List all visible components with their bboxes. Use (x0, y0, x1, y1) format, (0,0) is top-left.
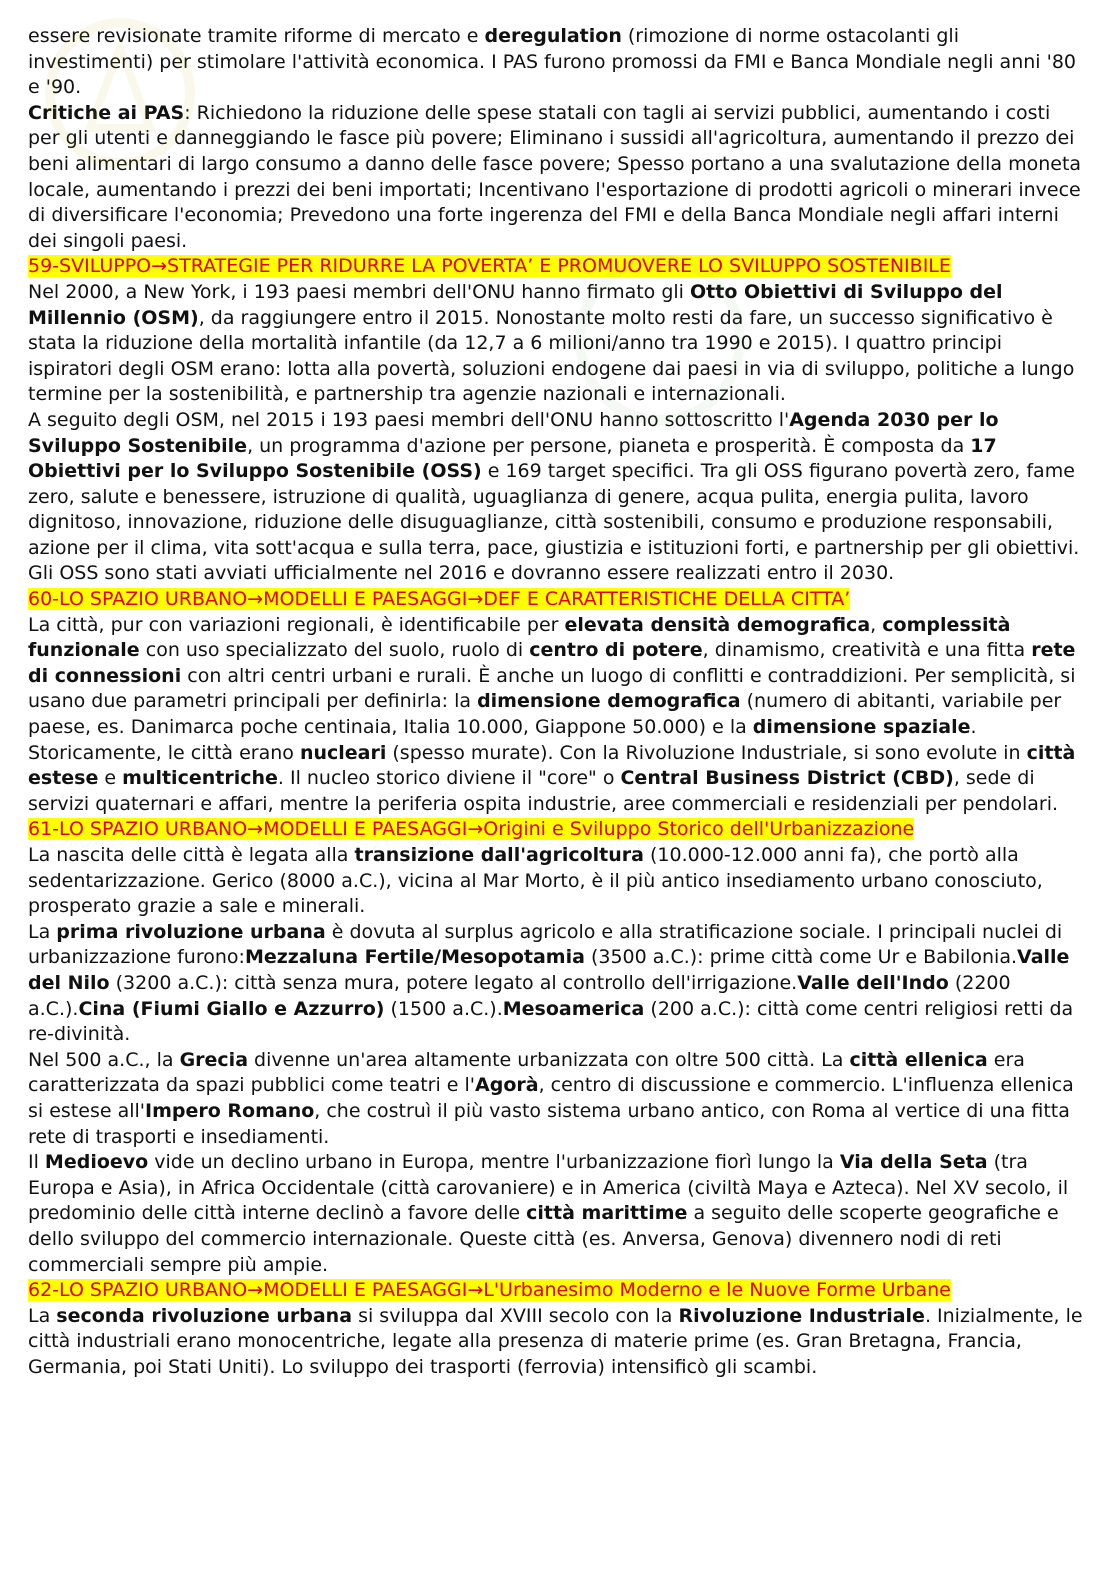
heading-part: STRATEGIE PER RIDURRE LA POVERTA’ E PROMUOVERE LO SVILUPPO SOSTENIBILE (167, 255, 951, 278)
bold-term: Grecia (179, 1048, 249, 1071)
bold-term: transizione dall'agricoltura (354, 844, 644, 866)
text-run: . (970, 716, 977, 739)
heading-part: 59-SVILUPPO (28, 255, 152, 278)
text-run: La (28, 1304, 57, 1327)
text-run: Nel 500 a.C., la (28, 1048, 180, 1071)
text-run: e (98, 767, 123, 790)
bold-term: città ellenica (849, 1048, 988, 1071)
paragraph (28, 1048, 1086, 1150)
heading-part: MODELLI E PAESAGGI (263, 818, 468, 841)
bold-term: seconda rivoluzione urbana (56, 1304, 353, 1327)
bold-term: nucleari (299, 741, 387, 764)
text-run: : Richiedono la riduzione delle spese statali con tagli ai servizi pubblici, aumentando i costi per gli utenti e danneggiando le fasce più povere; Eliminano i sussidi all'agricoltura, aumentando il prezzo dei beni alimentari di largo consumo a danno delle fasce povere; Spesso portano a una svalutazione della moneta locale, aumentando i prezzi dei beni importati; Incentivano l'esportazione di prodotti agricoli o minerari invece di diversificare l'economia; Prevedono una forte ingerenza del FMI e della Banca Mondiale negli affari interni dei singoli paesi. (28, 101, 1082, 252)
arrow-right-icon: → (467, 1279, 484, 1302)
paragraph (28, 613, 1086, 741)
document-body (28, 24, 1086, 1380)
highlighted-heading-text (28, 818, 914, 840)
paragraph (28, 1304, 1086, 1381)
bold-term: Critiche ai PAS (28, 101, 185, 124)
bold-term: Valle dell'Indo (797, 971, 949, 994)
bold-term: Agenda 2030 per lo Sviluppo Sostenibile (28, 408, 999, 457)
text-run: essere revisionate tramite riforme di mercato e (28, 25, 485, 47)
bold-term: 17 Obiettivi per lo Sviluppo Sostenibile (OSS) (28, 434, 997, 483)
bold-term: rete di connessioni (28, 639, 1076, 687)
bold-term: città estese (28, 741, 1076, 790)
text-run: La città, pur con variazioni regionali, è identificabile per (28, 613, 565, 636)
highlighted-heading-text (28, 255, 951, 277)
text-run: Storicamente, le città erano (28, 741, 300, 764)
bold-term: multicentriche (122, 767, 278, 790)
bold-term: Central Business District (CBD) (620, 767, 954, 790)
heading-part: MODELLI E PAESAGGI (263, 588, 468, 611)
bold-term: centro di potere (529, 639, 703, 662)
bold-term: Agorà (475, 1074, 539, 1097)
heading-part: 61-LO SPAZIO URBANO (28, 818, 248, 841)
bold-term: Mesoamerica (502, 997, 645, 1020)
text-run: , dinamismo, creatività e una fitta (702, 639, 1032, 662)
bold-term: Impero Romano (145, 1099, 315, 1122)
text-run: . Il nucleo storico diviene il "core" o (277, 767, 621, 790)
text-run: (1500 a.C.). (384, 997, 503, 1020)
paragraph (28, 408, 1086, 587)
text-run: La (28, 920, 57, 943)
arrow-right-icon: → (467, 818, 484, 841)
paragraph (28, 101, 1086, 255)
bold-term: deregulation (484, 25, 622, 47)
text-run: , (870, 613, 883, 636)
text-run: (200 a.C.): città come centri religiosi retti da re-divinità. (28, 997, 1074, 1046)
highlighted-heading-text (28, 1279, 951, 1301)
bold-term: Via della Seta (839, 1151, 988, 1174)
bold-term: complessità funzionale (28, 613, 1011, 662)
heading-part: MODELLI E PAESAGGI (263, 1279, 468, 1302)
bold-term: Valle del Nilo (28, 946, 1070, 994)
heading-part: 60-LO SPAZIO URBANO (28, 588, 248, 611)
paragraph (28, 843, 1086, 920)
bold-term: prima rivoluzione urbana (56, 920, 326, 943)
section-heading (28, 1278, 1086, 1304)
text-run: (3200 a.C.): città senza mura, potere legato al controllo dell'irrigazione. (109, 971, 798, 994)
text-run: A seguito degli OSM, nel 2015 i 193 paesi membri dell'ONU hanno sottoscritto l' (28, 408, 790, 431)
text-run: Nel 2000, a New York, i 193 paesi membri dell'ONU hanno firmato gli (28, 280, 690, 303)
arrow-right-icon: → (247, 818, 264, 841)
text-run: vide un declino urbano in Europa, mentre l'urbanizzazione fiorì lungo la (148, 1151, 840, 1174)
text-run: a seguito delle scoperte geografiche e dello sviluppo del commercio internazionale. Queste città (es. Anversa, Genova) divennero nodi di reti commerciali sempre più ampie. (28, 1202, 1059, 1276)
text-run: (numero di abitanti, variabile per paese, es. Danimarca poche centinaia, Italia 10.000, Giappone 50.000) e la (28, 690, 1062, 739)
text-run: (10.000-12.000 anni fa), che portò alla sedentarizzazione. Gerico (8000 a.C.), vicina al Mar Morto, è il più antico insediamento urbano conosciuto, prosperato grazie a sale e minerali. (28, 844, 1043, 918)
text-run: è dovuta al surplus agricolo e alla stratificazione sociale. I principali nuclei di urbanizzazione furono: (28, 920, 1063, 969)
bold-term: dimensione spaziale (752, 716, 971, 739)
paragraph (28, 920, 1086, 1048)
paragraph (28, 1150, 1086, 1278)
text-run: (tra Europa e Asia), in Africa Occidentale (città carovaniere) e in America (civiltà Maya e Azteca). Nel XV secolo, il predominio delle città interne declinò a favore delle (28, 1151, 1069, 1225)
text-run: e 169 target specifici. Tra gli OSS figurano povertà zero, fame zero, salute e benessere, istruzione di qualità, uguaglianza di genere, acqua pulita, energia pulita, lavoro dignitoso, innovazione, riduzione delle disuguaglianze, città sostenibili, consumo e produzione responsabili, azione per il clima, vita sott'acqua e sulla terra, pace, giustizia e istituzioni forti, e partnership per gli obiettivi. Gli OSS sono stati avviati ufficialmente nel 2016 e dovranno essere realizzati entro il 2030. (28, 460, 1080, 585)
paragraph (28, 24, 1086, 101)
text-run: era caratterizzata da spazi pubblici come teatri e l' (28, 1048, 1025, 1097)
bold-term: Mezzaluna Fertile/Mesopotamia (244, 946, 585, 969)
text-run: , che costruì il più vasto sistema urbano antico, con Roma al vertice di una fitta rete di trasporti e insediamenti. (28, 1099, 1070, 1148)
bold-term: Cina (Fiumi Giallo e Azzurro) (78, 997, 385, 1020)
bold-term: città marittime (526, 1202, 688, 1225)
bold-term: Otto Obiettivi di Sviluppo del Millennio (OSM) (28, 280, 1003, 329)
section-heading (28, 254, 1086, 280)
text-run: con altri centri urbani e rurali. È anche un luogo di conflitti e contraddizioni. Per semplicità, si usano due parametri principali per definirla: la (28, 664, 1076, 713)
arrow-right-icon: → (247, 1279, 264, 1302)
text-run: con uso specializzato del suolo, ruolo di (139, 639, 530, 662)
bold-term: Medioevo (44, 1151, 149, 1174)
text-run: , un programma d'azione per persone, pianeta e prosperità. È composta da (247, 434, 971, 457)
text-run: , centro di discussione e commercio. L'influenza ellenica si estese all' (28, 1074, 1074, 1122)
text-run: (rimozione di norme ostacolanti gli investimenti) per stimolare l'attività economica. I PAS furono promossi da FMI e Banca Mondiale negli anni '80 e '90. (28, 25, 1077, 99)
bold-term: Rivoluzione Industriale (678, 1304, 925, 1327)
heading-part: 62-LO SPAZIO URBANO (28, 1279, 248, 1302)
heading-part: Origini e Sviluppo Storico dell'Urbanizzazione (483, 818, 915, 841)
arrow-right-icon: → (467, 588, 484, 611)
text-run: divenne un'area altamente urbanizzata con oltre 500 città. La (248, 1048, 850, 1071)
highlighted-heading-text (28, 588, 850, 610)
paragraph (28, 280, 1086, 408)
arrow-right-icon: → (247, 588, 264, 611)
text-run: , sede di servizi quaternari e affari, mentre la periferia ospita industrie, aree commerciali e residenziali per pendolari. (28, 767, 1059, 815)
section-heading (28, 817, 1086, 843)
text-run: Il (28, 1151, 45, 1174)
bold-term: elevata densità demografica (564, 613, 871, 636)
text-run: , da raggiungere entro il 2015. Nonostante molto resti da fare, un successo significativo è stata la riduzione della mortalità infantile (da 12,7 a 6 milioni/anno tra 1990 e 2015). I quattro principi ispiratori degli OSM erano: lotta alla povertà, soluzioni endogene dai paesi in via di sviluppo, politiche a lungo termine per la sostenibilità, e partnership tra agenzie nazionali e internazionali. (28, 306, 1075, 406)
text-run: (spesso murate). Con la Rivoluzione Industriale, si sono evolute in (386, 741, 1027, 764)
text-run: La nascita delle città è legata alla (28, 844, 355, 866)
section-heading (28, 587, 1086, 613)
paragraph (28, 741, 1086, 818)
bold-term: dimensione demografica (477, 690, 741, 713)
text-run: (2200 a.C.). (28, 971, 1011, 1020)
text-run: (3500 a.C.): prime città come Ur e Babilonia. (584, 946, 1018, 969)
text-run: . Inizialmente, le città industriali erano monocentriche, legate alla presenza di materie prime (es. Gran Bretagna, Francia, Germania, poi Stati Uniti). Lo sviluppo dei trasporti (ferrovia) intensificò gli scambi. (28, 1304, 1083, 1378)
heading-part: DEF E CARATTERISTICHE DELLA CITTA’ (483, 588, 851, 611)
arrow-right-icon: → (151, 255, 168, 278)
text-run: si sviluppa dal XVIII secolo con la (352, 1304, 679, 1327)
heading-part: L'Urbanesimo Moderno e le Nuove Forme Urbane (483, 1279, 951, 1302)
